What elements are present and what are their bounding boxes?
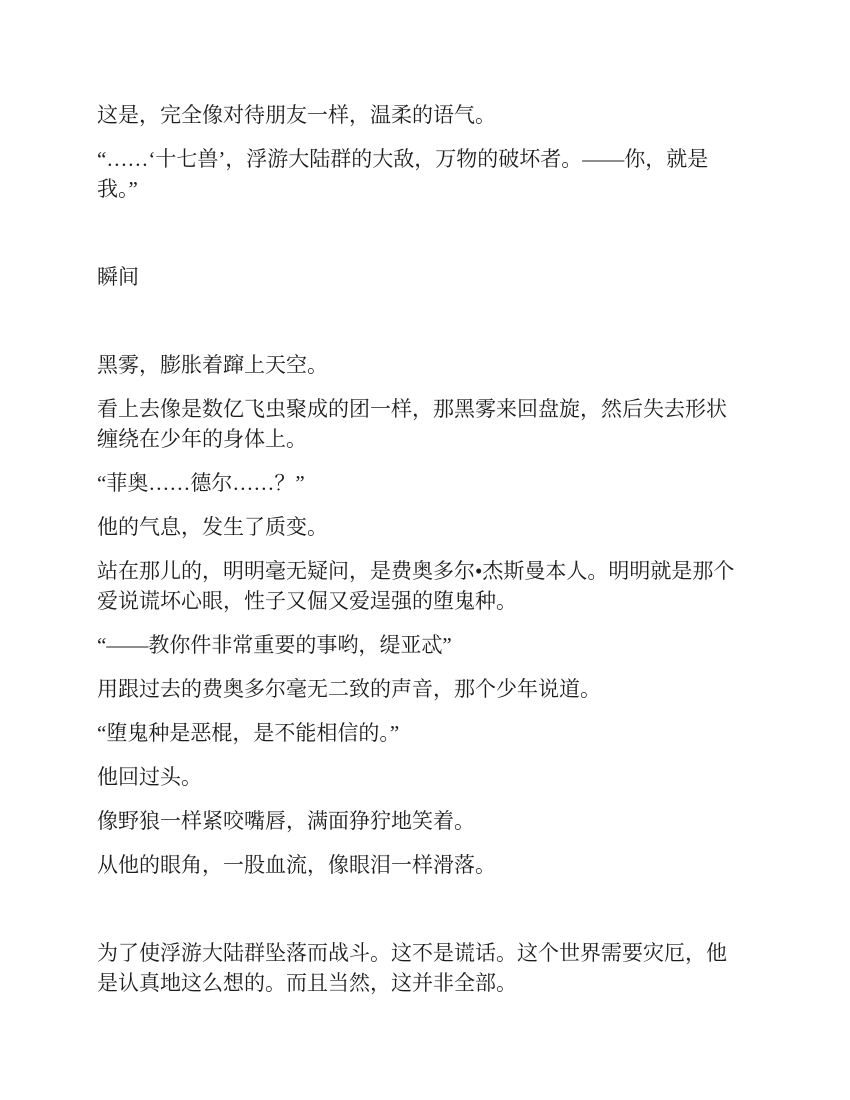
paragraph: 瞬间: [97, 265, 139, 289]
blank-line: [97, 894, 740, 924]
paragraph: 他的气息，发生了质变。: [97, 515, 328, 539]
blank-line: [97, 306, 740, 336]
paragraph: 用跟过去的费奥多尔毫无二致的声音，那个少年说道。: [97, 677, 601, 701]
paragraph: 这是，完全像对待朋友一样，温柔的语气。: [97, 103, 496, 127]
paragraph: 为了使浮游大陆群坠落而战斗。这不是谎话。这个世界需要灾厄，他是认真地这么想的。而且当然，这并非全部。: [97, 941, 727, 995]
paragraph: 看上去像是数亿飞虫聚成的团一样，那黑雾来回盘旋，然后失去形状缠绕在少年的身体上。: [97, 397, 727, 451]
paragraph: 从他的眼角，一股血流，像眼泪一样滑落。: [97, 853, 496, 877]
paragraph: “菲奥……德尔……？”: [97, 471, 305, 495]
paragraph: 黑雾，膨胀着蹿上天空。: [97, 353, 328, 377]
paragraph: 他回过头。: [97, 765, 202, 789]
paragraph: “——教你件非常重要的事哟，缇亚忒”: [97, 633, 452, 657]
blank-line: [97, 218, 740, 248]
paragraph: 像野狼一样紧咬嘴唇，满面狰狞地笑着。: [97, 809, 475, 833]
paragraph: “堕鬼种是恶棍，是不能相信的。”: [97, 721, 400, 745]
paragraph: “……‘十七兽’，浮游大陆群的大敌，万物的破坏者。——你，就是我。”: [97, 147, 709, 201]
paragraph: 站在那儿的，明明毫无疑问，是费奥多尔•杰斯曼本人。明明就是那个爱说谎坏心眼，性子又倔又爱逞强的堕鬼种。: [97, 559, 735, 613]
